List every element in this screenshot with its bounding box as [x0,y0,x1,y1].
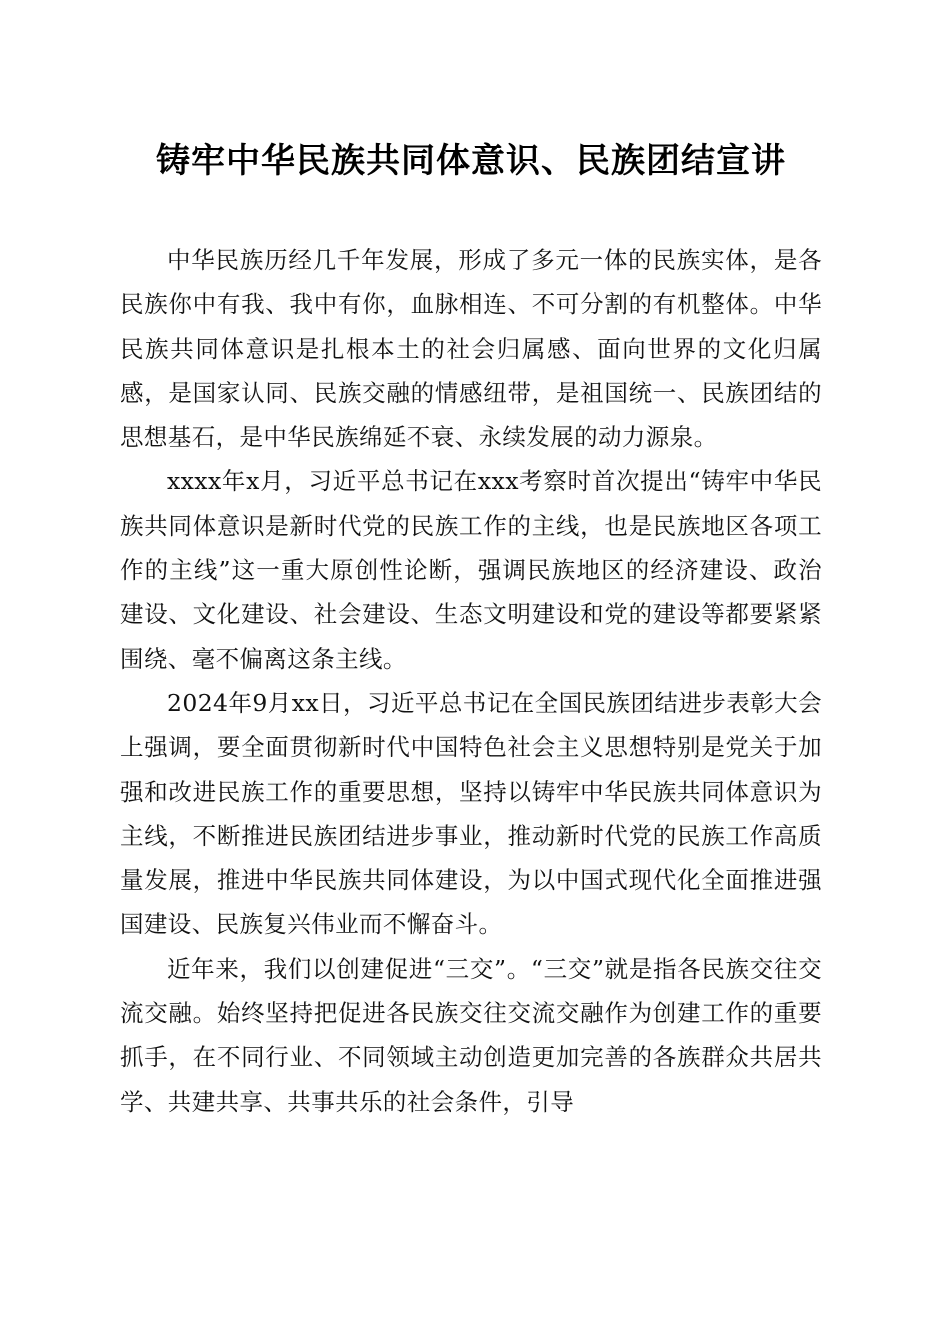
paragraph-1: 中华民族历经几千年发展，形成了多元一体的民族实体，是各民族你中有我、我中有你，血脉相连、不可分割的有机整体。中华民族共同体意识是扎根本土的社会归属感、面向世界的文化归属感，是国家认同、民族交融的情感纽带，是祖国统一、民族团结的思想基石，是中华民族绵延不衰、永续发展的动力源泉。 [120,246,822,452]
document-body [120,238,822,1124]
paragraph-2: xxxx年x月，习近平总书记在xxx考察时首次提出“铸牢中华民族共同体意识是新时代党的民族工作的主线，也是民族地区各项工作的主线”这一重大原创性论断，强调民族地区的经济建设、政治建设、文化建设、社会建设、生态文明建设和党的建设等都要紧紧围绕、毫不偏离这条主线。 [120,467,822,673]
document-title: 铸牢中华民族共同体意识、民族团结宣讲 [156,141,786,181]
paragraph-3: 2024年9月xx日，习近平总书记在全国民族团结进步表彰大会上强调，要全面贯彻新时代中国特色社会主义思想特别是党关于加强和改进民族工作的重要思想，坚持以铸牢中华民族共同体意识为主线，不断推进民族团结进步事业，推动新时代党的民族工作高质量发展，推进中华民族共同体建设，为以中国式现代化全面推进强国建设、民族复兴伟业而不懈奋斗。 [120,688,822,939]
paragraph-4: 近年来，我们以创建促进“三交”。“三交”就是指各民族交往交流交融。始终坚持把促进各民族交往交流交融作为创建工作的重要抓手，在不同行业、不同领域主动创造更加完善的各族群众共居共学、共建共享、共事共乐的社会条件，引导 [120,954,822,1116]
